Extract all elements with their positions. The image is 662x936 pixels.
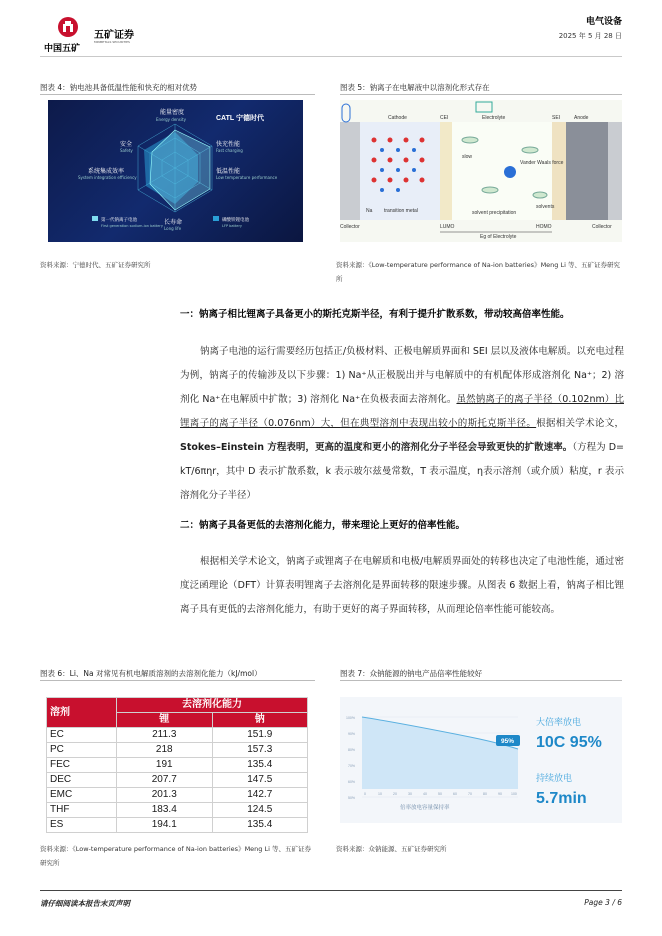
sector-label: 电气设备 [585,17,622,27]
cell-solvent: EC [47,728,117,743]
label-energy-en: Energy density [156,117,186,122]
minmetals-emblem-icon [57,16,79,38]
thermometer-icon [342,104,350,122]
label-cei: CEI [440,115,449,121]
xtick-80: 80 [483,792,487,796]
left-collector [340,122,360,220]
fig7-area [362,717,518,789]
fig5-solvation-diagram [340,100,622,242]
section1-paragraph [180,340,624,508]
label-system-en: System integration efficiency [78,175,137,180]
table-row [47,758,308,773]
logo-text: 中国五矿 [44,44,81,54]
label-collector-left: Collector [340,224,360,230]
fig7-product-image [340,697,622,823]
xtick-50: 50 [438,792,442,796]
cell-li: 201.3 [117,788,213,803]
table-header-solvent: 溶剂 [47,698,117,728]
value2: 5.7min [536,790,587,807]
section1-text-b: 根据相关学术论文， [536,418,624,429]
fig5-title: 图表 5：钠离子在电解液中以溶剂化形式存在 [340,80,622,95]
xtick-70: 70 [468,792,472,796]
legend2-cn: 磷酸铁锂电池 [222,218,249,223]
cell-solvent: EMC [47,788,117,803]
label-lowtemp-en: Low temperature performance [216,175,278,180]
fig5-diagram-svg [340,100,622,242]
label-na: Na [366,208,373,214]
table-row [47,788,308,803]
label-anode: Anode [574,115,589,121]
xtick-100: 100 [511,792,517,796]
label-tm: transition metal [384,208,418,214]
label1: 大倍率放电 [536,718,582,728]
cell-solvent: FEC [47,758,117,773]
company-sub: MINMETALS SECURITIES [94,40,130,44]
ytick-80: 80% [348,748,356,752]
cell-solvent: THF [47,803,117,818]
label-life-en: Long life [164,226,182,231]
cell-solvent: PC [47,743,117,758]
label-vdw: Vander Waals force [520,160,564,166]
fig7-xticks [364,792,517,796]
label-energy-cn: 能量密度 [160,109,185,116]
label-slow: slow [462,154,473,160]
xtick-30: 30 [408,792,412,796]
company-name: 五矿证券 [94,30,134,41]
section1-title: 一：钠离子相比锂离子具备更小的斯托克斯半径，有利于提升扩散系数，带动较高倍率性能。 [180,309,570,320]
label-system-cn: 系统集成效率 [88,168,125,175]
label-homo: HOMO [536,224,552,230]
fig4-source: 资料来源：宁德时代、五矿证券研究所 [40,261,151,269]
label-lowtemp-cn: 低温性能 [216,168,241,175]
header-divider [40,56,622,57]
point-label: 95% [501,738,515,745]
fig6-table [46,697,308,833]
report-date: 2025 年 5 月 28 日 [558,32,622,40]
cell-solvent: ES [47,818,117,833]
legend1-en: First generation sodium-ion battery [101,224,163,228]
footer-divider [40,890,622,891]
cell-na: 135.4 [212,818,308,833]
section1-text-a: 钠离子电池的运行需要经历包括正/负极材料、正极电解质界面和 SEI 层以及液体电解质。以充电过程为例，钠离子的传输涉及以下步骤：1) Na⁺从正极脱出并与电解质中的有机配体形成溶剂化 Na⁺；2) 溶剂化 Na⁺在电解质中扩散；3) 溶剂化 Na⁺在负极表面去溶剂化。 [180,346,624,405]
fig4-radar-image [48,100,303,242]
ytick-90: 90% [348,732,356,736]
fig7-title: 图表 7：众钠能源的钠电产品倍率性能较好 [340,666,622,681]
table-row [47,773,308,788]
cell-li: 191 [117,758,213,773]
company-logo [44,14,164,54]
fig7-source: 资料来源：众钠能源、五矿证券研究所 [336,845,447,853]
chart-xlabel: 倍率放电容量保持率 [400,805,450,811]
section2-paragraph: 根据相关学术论文，钠离子或锂离子在电解质和电极/电解质界面处的转移也决定了电池性能，通过密度泛函理论（DFT）计算表明锂离子去溶剂化是界面转移的限速步骤。从图表 6 数据上看，钠离子相比锂离子具有更低的去溶剂化能力，有助于更好的离子界面转移，从而理论倍率性能可能较高。 [180,556,624,615]
label-eg: Eg of Electrolyte [480,234,517,240]
fig4-title: 图表 4：钠电池具备低温性能和快充的相对优势 [40,80,315,95]
legend1-cn: 第一代钠离子电池 [101,218,137,223]
cell-li: 218 [117,743,213,758]
fig4-radar-chart [48,100,303,242]
label-cathode: Cathode [388,115,407,121]
footer-disclaimer: 请仔细阅读本报告末页声明 [40,899,130,908]
battery-icon [476,102,492,112]
right-collector [608,122,622,220]
section1-text-bold: Stokes–Einstein 方程表明，更高的温度和更小的溶剂化分子半径会导致更快的扩散速率。 [180,442,573,453]
label-sei: SEI [552,115,561,121]
xtick-90: 90 [498,792,502,796]
table-row [47,818,308,833]
page-header [40,10,622,52]
label-safety-en: Safety [120,148,133,153]
xtick-10: 10 [378,792,382,796]
cell-li: 183.4 [117,803,213,818]
legend1-swatch [92,216,98,221]
value1: 10C 95% [536,734,602,751]
solvated-na-ion [504,166,516,178]
label-safety-cn: 安全 [120,141,133,148]
legend2-swatch [213,216,219,221]
label-fast-en: Fast charging [216,148,243,153]
label-solvents: solvents [536,204,555,210]
label2: 持续放电 [536,774,573,784]
section2-title: 二：钠离子具备更低的去溶剂化能力，带来理论上更好的倍率性能。 [180,520,466,531]
cell-li: 211.3 [117,728,213,743]
label-life-cn: 长寿命 [164,219,183,226]
cathode-region [360,122,440,220]
cell-na: 135.4 [212,758,308,773]
label-collector-right: Collector [592,224,612,230]
cell-li: 207.7 [117,773,213,788]
ytick-50: 50% [348,796,356,800]
fig5-source: 资料来源：《Low-temperature performance of Na-ion batteries》Meng Li 等、五矿证券研究所 [336,261,620,283]
cell-na: 147.5 [212,773,308,788]
table-row [47,743,308,758]
cell-li: 194.1 [117,818,213,833]
fig7-yticks [346,716,355,800]
ytick-60: 60% [348,780,356,784]
xtick-40: 40 [423,792,427,796]
header-right [559,14,622,41]
fig7-rate-chart [340,697,622,823]
ytick-70: 70% [348,764,356,768]
table-header-na: 钠 [212,713,308,728]
label-electrolyte: Electrolyte [482,115,506,121]
table-header-group: 去溶剂化能力 [117,698,308,713]
xtick-20: 20 [393,792,397,796]
cell-na: 157.3 [212,743,308,758]
section1-text-underline: 虽然钠离子的离子半径（0.102nm）比锂离子的离子半径（0.076nm）大，但在典型溶剂中表现出较小的斯托克斯半径。 [180,394,624,429]
label-precip: solvent precipitation [472,210,517,216]
table-header-li: 锂 [117,713,213,728]
cell-na: 142.7 [212,788,308,803]
ytick-100: 100% [346,716,355,720]
label-fast-cn: 快充性能 [216,141,241,148]
legend2-en: LFP battery [222,224,242,228]
section1-text-c: （方程为 D= kT/6πηr，其中 D 表示扩散系数，k 表示玻尔兹曼常数，T 表示温度，η表示溶剂（或介质）粘度，r 表示溶剂化分子半径） [180,442,625,501]
fig6-title: 图表 6：Li、Na 对常见有机电解质溶剂的去溶剂化能力（kJ/mol） [40,666,315,681]
table-row [47,803,308,818]
table-row [47,728,308,743]
anode-region [566,122,608,220]
xtick-0: 0 [364,792,366,796]
catl-brand: CATL 宁德时代 [216,115,264,122]
cei-layer [440,122,452,220]
fig6-source: 资料来源：《Low-temperature performance of Na-ion batteries》Meng Li 等、五矿证券研究所 [40,845,311,867]
cell-na: 151.9 [212,728,308,743]
cell-na: 124.5 [212,803,308,818]
xtick-60: 60 [453,792,457,796]
cell-solvent: DEC [47,773,117,788]
page-number: Page 3 / 6 [584,898,622,907]
label-lumo: LUMO [440,224,455,230]
